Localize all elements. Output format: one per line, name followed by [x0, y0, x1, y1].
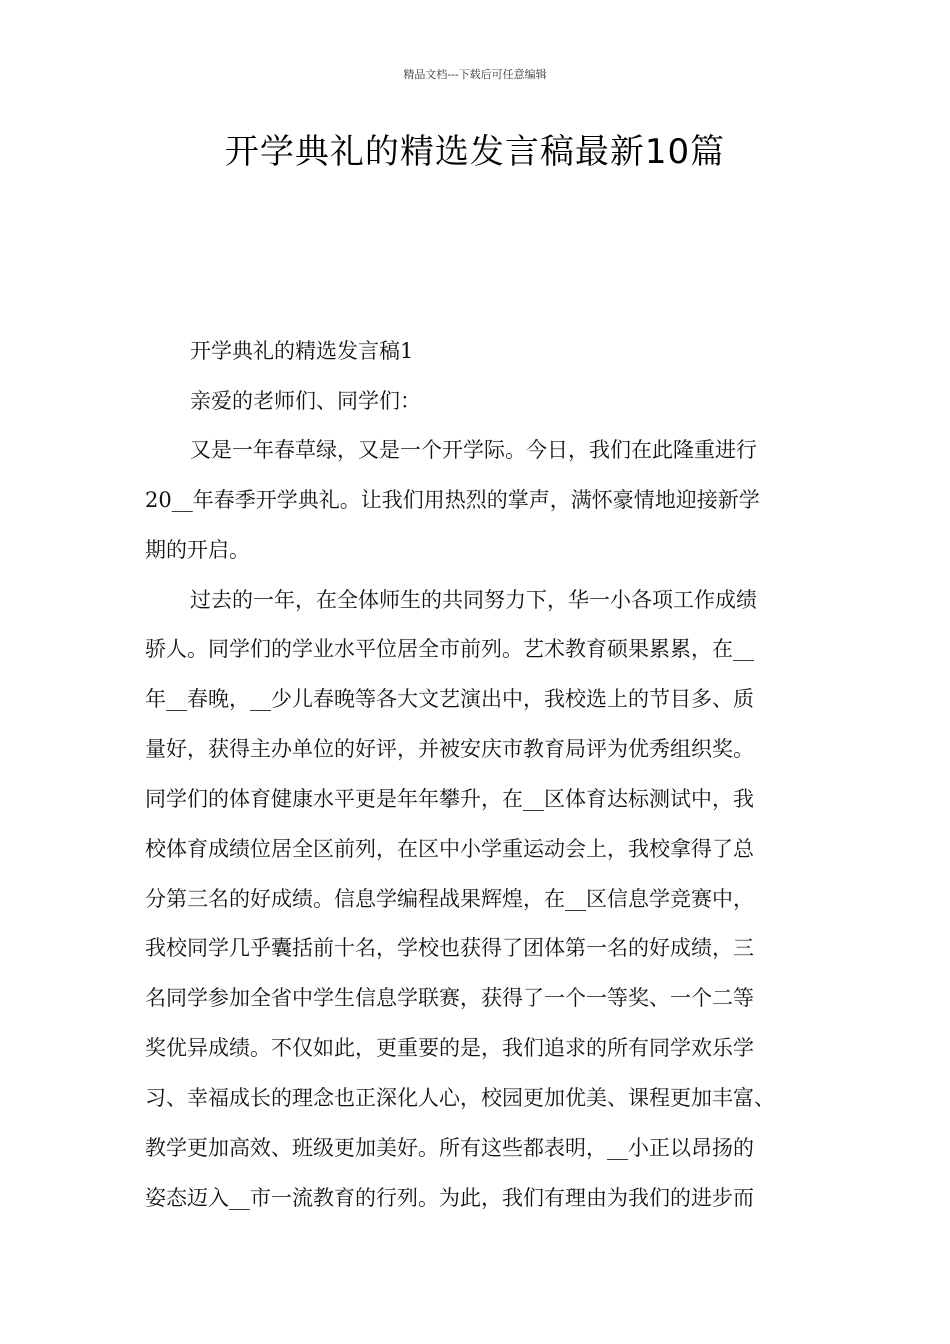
- paragraph-line: 奖优异成绩。不仅如此，更重要的是，我们追求的所有同学欢乐学: [145, 1036, 754, 1060]
- paragraph-line: 年__春晚，__少儿春晚等各大文艺演出中，我校选上的节目多、质: [145, 687, 754, 711]
- paragraph-line: 教学更加高效、班级更加美好。所有这些都表明，__小正以昂扬的: [145, 1136, 754, 1160]
- paragraph-line: 我校同学几乎囊括前十名，学校也获得了团体第一名的好成绩，三: [145, 936, 754, 960]
- paragraph-line: 又是一年春草绿，又是一个开学际。今日，我们在此隆重进行: [190, 438, 757, 462]
- header-note: 精品文档---下载后可任意编辑: [403, 68, 547, 81]
- paragraph-line: 量好，获得主办单位的好评，并被安庆市教育局评为优秀组织奖。: [145, 737, 754, 761]
- paragraph-line: 名同学参加全省中学生信息学联赛，获得了一个一等奖、一个二等: [145, 986, 754, 1010]
- paragraph-line: 20__年春季开学典礼。让我们用热烈的掌声，满怀豪情地迎接新学: [145, 488, 760, 512]
- paragraph-line: 过去的一年，在全体师生的共同努力下，华一小各项工作成绩: [190, 588, 757, 612]
- paragraph-line: 习、幸福成长的理念也正深化人心，校园更加优美、课程更加丰富、: [145, 1086, 775, 1110]
- paragraph-line: 姿态迈入__市一流教育的行列。为此，我们有理由为我们的进步而: [145, 1186, 754, 1210]
- section-heading: 开学典礼的精选发言稿1: [190, 339, 414, 363]
- paragraph-line: 期的开启。: [145, 538, 250, 562]
- paragraph-line: 同学们的体育健康水平更是年年攀升，在__区体育达标测试中，我: [145, 787, 754, 811]
- paragraph-line: 骄人。同学们的学业水平位居全市前列。艺术教育硕果累累，在__: [145, 637, 754, 661]
- paragraph-line: 校体育成绩位居全区前列，在区中小学重运动会上，我校拿得了总: [145, 837, 754, 861]
- salutation: 亲爱的老师们、同学们：: [190, 389, 421, 413]
- document-title: 开学典礼的精选发言稿最新10篇: [224, 132, 726, 172]
- paragraph-line: 分第三名的好成绩。信息学编程战果辉煌，在__区信息学竞赛中，: [145, 887, 754, 911]
